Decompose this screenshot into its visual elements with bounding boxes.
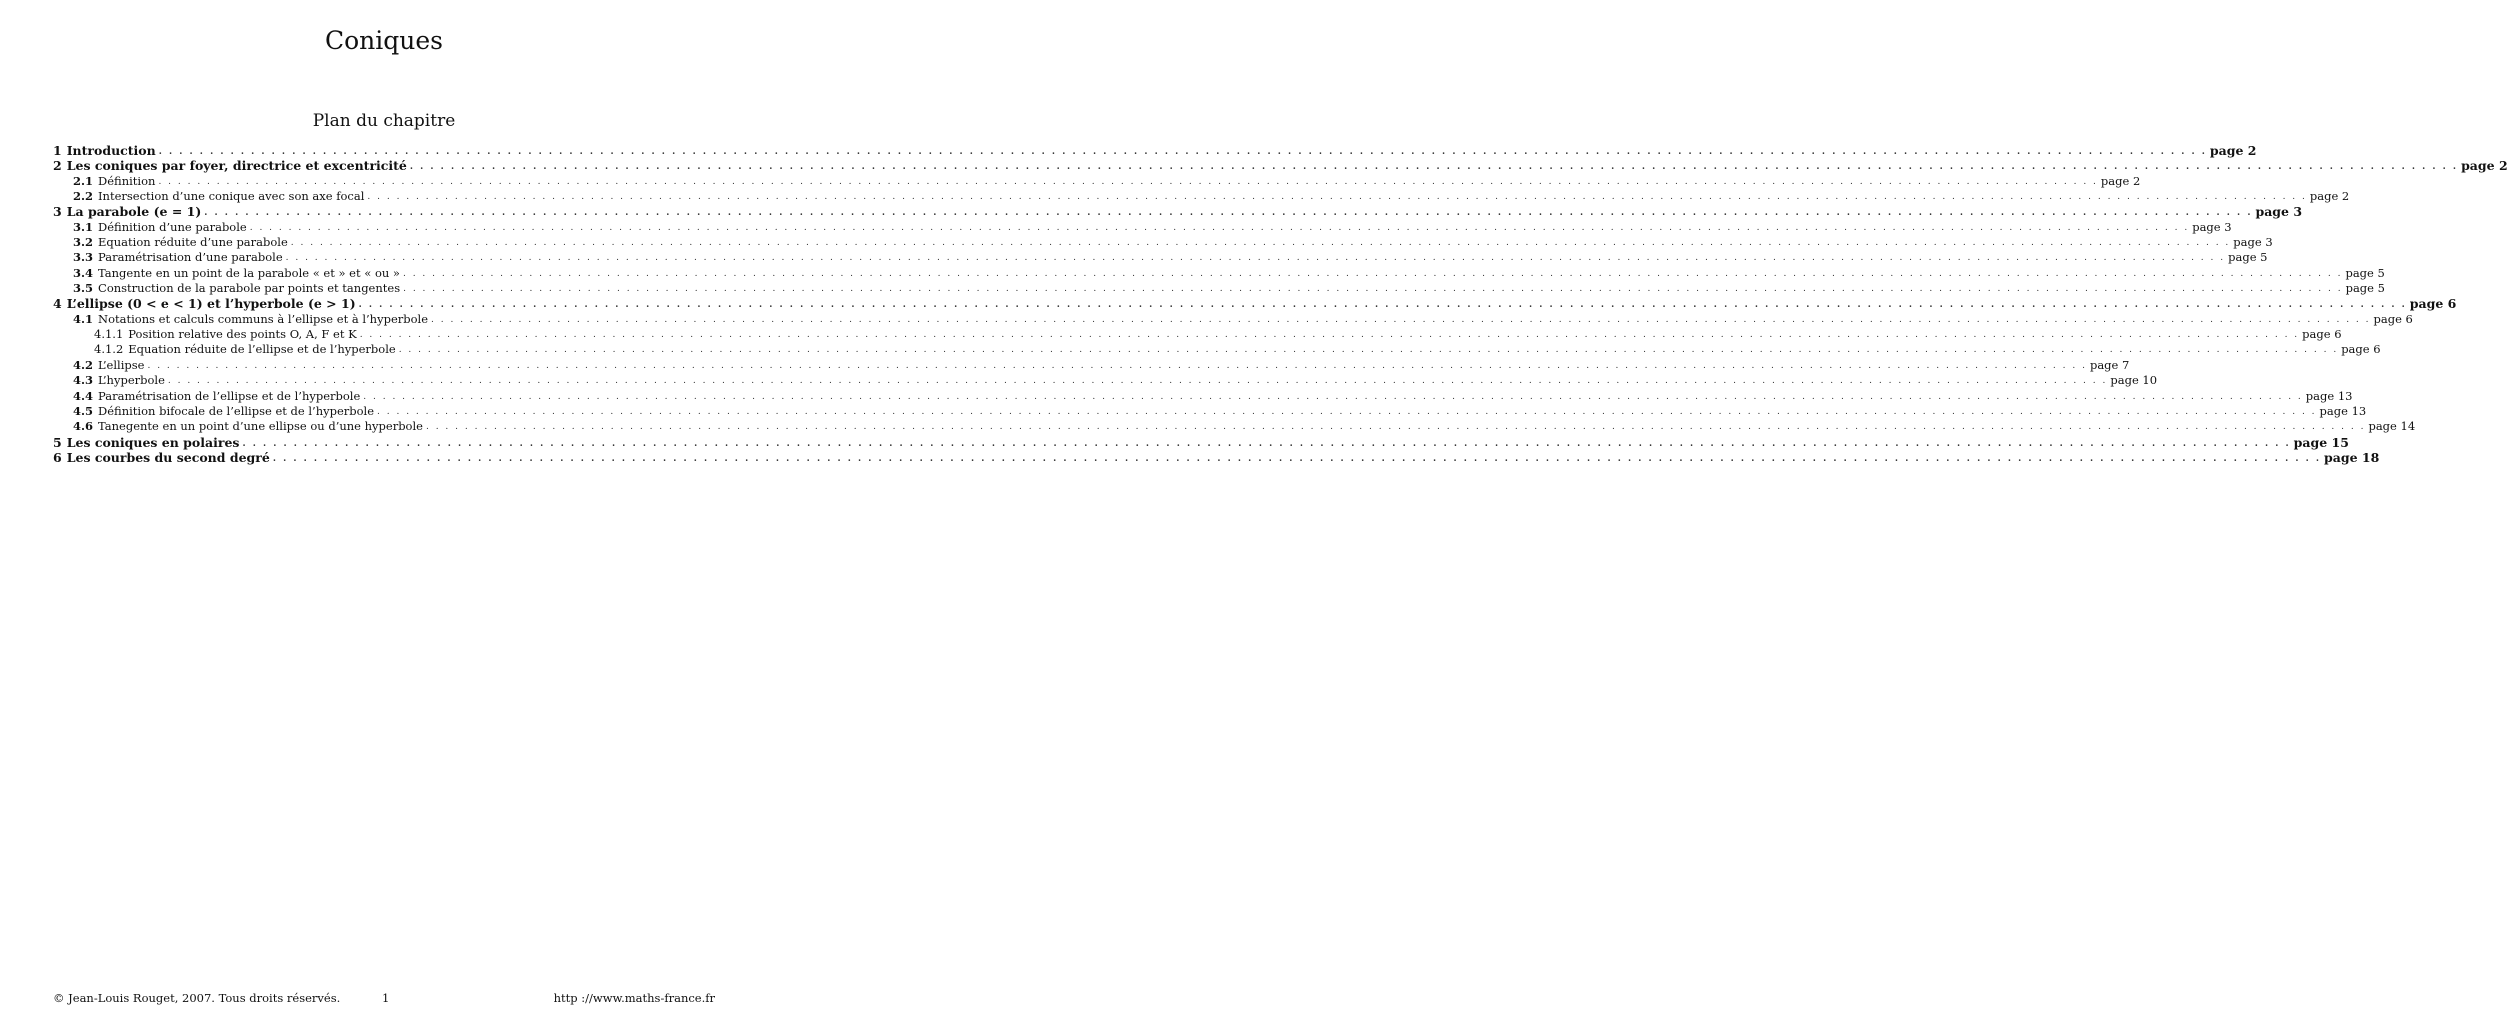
toc-entry-label: L’hyperbole [98,373,165,388]
toc-entry-number: 4.1.2 [94,342,124,357]
toc-dot-leader: . . . . . . . . . . . . . . . . . . . . . . . . . . . . . . . . . . . . . . . . . . . . . . . . . . . . . . . . . . . . . . . . . . . . . . . . . . . . . . . . . . . . . . . . . . . . . . . . . . . . . . . . . . . . . . . . . . . . . . . . . . . . . . . . . . . . . . . . . . . . . . . . . . . . . . . . . . . . . . . . . . . . . . . . . . . . . . . . . . . . . . . . . . . . . . . . . . . . . . . . [272,453,2321,464]
toc-entry-number: 4.4 [73,388,94,403]
document-title: Coniques [324,26,443,55]
toc-entry-number: 1 [53,143,62,158]
toc-entry[interactable] [53,281,2385,296]
toc-entry-page: page 5 [2228,250,2268,265]
toc-entry-number: 3.1 [73,219,94,234]
toc-entry-label: Construction de la parabole par points et tangentes [98,281,401,296]
toc-entry[interactable] [53,235,2273,250]
toc-dot-leader: . . . . . . . . . . . . . . . . . . . . . . . . . . . . . . . . . . . . . . . . . . . . . . . . . . . . . . . . . . . . . . . . . . . . . . . . . . . . . . . . . . . . . . . . . . . . . . . . . . . . . . . . . . . . . . . . . . . . . . . . . . . . . . . . . . . . . . . . . . . . . . . . . . . . . . . . . . . . . . . . . . . . . . . . . . . . . . . . . . . . . . . . . . . . . . . . . . . . . . . . [290,238,2231,249]
toc-entry-label: Définition bifocale de l’ellipse et de l’hyperbole [98,403,375,418]
toc-entry-number: 3.2 [73,235,94,250]
toc-entry-number: 6 [53,449,62,465]
toc-entry-number: 4.5 [73,403,94,418]
toc-entry-label: La parabole (e = 1) [66,204,202,220]
toc-dot-leader: . . . . . . . . . . . . . . . . . . . . . . . . . . . . . . . . . . . . . . . . . . . . . . . . . . . . . . . . . . . . . . . . . . . . . . . . . . . . . . . . . . . . . . . . . . . . . . . . . . . . . . . . . . . . . . . . . . . . . . . . . . . . . . . . . . . . . . . . . . . . . . . . . . . . . . . . . . . . . . . . . . . . . . . . . . . . . . . . . . . . . . . . . . . . . . . . . . . . . . . . [147,360,2087,371]
toc-entry-label: Définition [98,173,156,188]
toc-entry-page: page 6 [2409,296,2457,312]
toc-entry-number: 4 [53,296,62,312]
toc-entry-label: Paramétrisation de l’ellipse et de l’hyperbole [98,388,361,403]
toc-entry-page: page 5 [2345,281,2385,296]
toc-entry[interactable] [53,342,2381,357]
toc-entry-label: Equation réduite de l’ellipse et de l’hyperbole [128,342,396,357]
toc-entry-page: page 18 [2324,449,2380,465]
toc-entry-label: Tangente en un point de la parabole « et » et « ou » [98,265,400,280]
toc-entry-page: page 3 [2233,235,2273,250]
toc-entry[interactable] [53,311,2413,327]
toc-entry-label: Définition d’une parabole [98,219,247,234]
toc-entry[interactable] [53,419,2416,434]
toc-dot-leader: . . . . . . . . . . . . . . . . . . . . . . . . . . . . . . . . . . . . . . . . . . . . . . . . . . . . . . . . . . . . . . . . . . . . . . . . . . . . . . . . . . . . . . . . . . . . . . . . . . . . . . . . . . . . . . . . . . . . . . . . . . . . . . . . . . . . . . . . . . . . . . . . . . . . . . . . . . . . . . . . . . . . . . . . . . . . . . . . . . . . . . . . . . . . . . . . . . . . . . . . [242,438,2291,449]
toc-dot-leader: . . . . . . . . . . . . . . . . . . . . . . . . . . . . . . . . . . . . . . . . . . . . . . . . . . . . . . . . . . . . . . . . . . . . . . . . . . . . . . . . . . . . . . . . . . . . . . . . . . . . . . . . . . . . . . . . . . . . . . . . . . . . . . . . . . . . . . . . . . . . . . . . . . . . . . . . . . . . . . . . . . . . . . . . . . . . . . . . . . . . . . . . . . . . . . . . . . . . . . . . [431,314,2371,325]
footer-url-link[interactable]: http ://www.maths-france.fr [553,991,715,1005]
toc-entry-label: Les coniques par foyer, directrice et excentricité [66,158,407,174]
toc-entry-number: 3.3 [73,250,94,265]
toc-entry-page: page 14 [2368,419,2416,434]
toc-entry-label: Les courbes du second degré [66,449,270,465]
toc-dot-leader: . . . . . . . . . . . . . . . . . . . . . . . . . . . . . . . . . . . . . . . . . . . . . . . . . . . . . . . . . . . . . . . . . . . . . . . . . . . . . . . . . . . . . . . . . . . . . . . . . . . . . . . . . . . . . . . . . . . . . . . . . . . . . . . . . . . . . . . . . . . . . . . . . . . . . . . . . . . . . . . . . . . . . . . . . . . . . . . . . . . . . . . . . . . . . . . . . . . . . . . . [367,192,2307,203]
toc-entry-page: page 2 [2100,173,2141,188]
table-of-contents [53,143,2508,465]
toc-entry[interactable] [53,388,2353,404]
toc-entry[interactable] [53,173,2141,189]
toc-dot-leader: . . . . . . . . . . . . . . . . . . . . . . . . . . . . . . . . . . . . . . . . . . . . . . . . . . . . . . . . . . . . . . . . . . . . . . . . . . . . . . . . . . . . . . . . . . . . . . . . . . . . . . . . . . . . . . . . . . . . . . . . . . . . . . . . . . . . . . . . . . . . . . . . . . . . . . . . . . . . . . . . . . . . . . . . . . . . . . . . . . . . . . . . . . . . . . . . . . . . . . . . [409,162,2459,173]
toc-entry-number: 2.1 [73,173,94,188]
toc-dot-leader: . . . . . . . . . . . . . . . . . . . . . . . . . . . . . . . . . . . . . . . . . . . . . . . . . . . . . . . . . . . . . . . . . . . . . . . . . . . . . . . . . . . . . . . . . . . . . . . . . . . . . . . . . . . . . . . . . . . . . . . . . . . . . . . . . . . . . . . . . . . . . . . . . . . . . . . . . . . . . . . . . . . . . . . . . . . . . . . . . . . . . . . . . . . . . . . . . . . . . . . . [377,406,2317,417]
toc-dot-leader: . . . . . . . . . . . . . . . . . . . . . . . . . . . . . . . . . . . . . . . . . . . . . . . . . . . . . . . . . . . . . . . . . . . . . . . . . . . . . . . . . . . . . . . . . . . . . . . . . . . . . . . . . . . . . . . . . . . . . . . . . . . . . . . . . . . . . . . . . . . . . . . . . . . . . . . . . . . . . . . . . . . . . . . . . . . . . . . . . . . . . . . . . . . . . . . . . . . . . . . . [425,422,2366,433]
toc-entry-page: page 6 [2341,342,2381,357]
toc-entry-label: Position relative des points O, A, F et K [128,327,357,342]
toc-entry[interactable] [53,189,2350,204]
toc-entry[interactable] [53,449,2380,465]
toc-entry-page: page 6 [2373,311,2413,326]
toc-heading: Plan du chapitre [312,111,456,131]
toc-entry[interactable] [53,143,2257,158]
toc-entry-page: page 10 [2110,373,2158,388]
toc-dot-leader: . . . . . . . . . . . . . . . . . . . . . . . . . . . . . . . . . . . . . . . . . . . . . . . . . . . . . . . . . . . . . . . . . . . . . . . . . . . . . . . . . . . . . . . . . . . . . . . . . . . . . . . . . . . . . . . . . . . . . . . . . . . . . . . . . . . . . . . . . . . . . . . . . . . . . . . . . . . . . . . . . . . . . . . . . . . . . . . . . . . . . . . . . . . . . . . . . . . . . . . . [398,345,2339,356]
toc-entry-number: 2 [53,158,62,174]
toc-entry-label: L’ellipse (0 < e < 1) et l’hyperbole (e > 1) [66,296,356,312]
toc-entry-number: 4.1 [73,311,94,326]
toc-entry-label: Les coniques en polaires [66,434,240,450]
toc-entry-page: page 6 [2302,327,2342,342]
toc-entry-label: Paramétrisation d’une parabole [98,250,283,265]
toc-entry-label: Equation réduite d’une parabole [98,235,288,250]
toc-entry-label: Introduction [66,143,156,158]
toc-entry-number: 4.6 [73,419,94,434]
toc-entry-number: 4.3 [73,373,94,388]
toc-dot-leader: . . . . . . . . . . . . . . . . . . . . . . . . . . . . . . . . . . . . . . . . . . . . . . . . . . . . . . . . . . . . . . . . . . . . . . . . . . . . . . . . . . . . . . . . . . . . . . . . . . . . . . . . . . . . . . . . . . . . . . . . . . . . . . . . . . . . . . . . . . . . . . . . . . . . . . . . . . . . . . . . . . . . . . . . . . . . . . . . . . . . . . . . . . . . . . . . . . . . . . . . [167,376,2108,387]
toc-dot-leader: . . . . . . . . . . . . . . . . . . . . . . . . . . . . . . . . . . . . . . . . . . . . . . . . . . . . . . . . . . . . . . . . . . . . . . . . . . . . . . . . . . . . . . . . . . . . . . . . . . . . . . . . . . . . . . . . . . . . . . . . . . . . . . . . . . . . . . . . . . . . . . . . . . . . . . . . . . . . . . . . . . . . . . . . . . . . . . . . . . . . . . . . . . . . . . . . . . . . . . . . [249,222,2190,233]
toc-entry[interactable] [53,219,2232,235]
toc-entry-number: 4.2 [73,357,94,372]
toc-entry-number: 3.4 [73,265,94,280]
toc-entry[interactable] [53,296,2457,312]
toc-entry-page: page 13 [2319,403,2367,418]
toc-entry-page: page 3 [2192,219,2232,234]
toc-entry[interactable] [53,204,2303,220]
toc-entry-number: 3 [53,204,62,220]
toc-dot-leader: . . . . . . . . . . . . . . . . . . . . . . . . . . . . . . . . . . . . . . . . . . . . . . . . . . . . . . . . . . . . . . . . . . . . . . . . . . . . . . . . . . . . . . . . . . . . . . . . . . . . . . . . . . . . . . . . . . . . . . . . . . . . . . . . . . . . . . . . . . . . . . . . . . . . . . . . . . . . . . . . . . . . . . . . . . . . . . . . . . . . . . . . . . . . . . . . . . . . . . . . [402,268,2343,279]
toc-entry-label: Intersection d’une conique avec son axe focal [98,189,365,204]
page-footer [53,991,715,1007]
toc-entry[interactable] [53,265,2385,281]
toc-entry-number: 2.2 [73,189,94,204]
toc-dot-leader: . . . . . . . . . . . . . . . . . . . . . . . . . . . . . . . . . . . . . . . . . . . . . . . . . . . . . . . . . . . . . . . . . . . . . . . . . . . . . . . . . . . . . . . . . . . . . . . . . . . . . . . . . . . . . . . . . . . . . . . . . . . . . . . . . . . . . . . . . . . . . . . . . . . . . . . . . . . . . . . . . . . . . . . . . . . . . . . . . . . . . . . . . . . . . . . . . . . . . . . . [358,300,2407,311]
toc-entry-page: page 13 [2305,388,2353,403]
toc-entry-page: page 2 [2209,143,2257,158]
footer-page-number: 1 [382,991,390,1005]
toc-entry-number: 3.5 [73,281,94,296]
toc-entry-number: 5 [53,434,62,450]
toc-entry-label: Notations et calculs communs à l’ellipse et à l’hyperbole [98,311,429,326]
toc-dot-leader: . . . . . . . . . . . . . . . . . . . . . . . . . . . . . . . . . . . . . . . . . . . . . . . . . . . . . . . . . . . . . . . . . . . . . . . . . . . . . . . . . . . . . . . . . . . . . . . . . . . . . . . . . . . . . . . . . . . . . . . . . . . . . . . . . . . . . . . . . . . . . . . . . . . . . . . . . . . . . . . . . . . . . . . . . . . . . . . . . . . . . . . . . . . . . . . . . . . . . . . . [403,284,2343,295]
toc-entry-label: L’ellipse [98,357,145,372]
toc-entry-page: page 5 [2345,265,2385,280]
toc-entry-number: 4.1.1 [94,327,124,342]
toc-dot-leader: . . . . . . . . . . . . . . . . . . . . . . . . . . . . . . . . . . . . . . . . . . . . . . . . . . . . . . . . . . . . . . . . . . . . . . . . . . . . . . . . . . . . . . . . . . . . . . . . . . . . . . . . . . . . . . . . . . . . . . . . . . . . . . . . . . . . . . . . . . . . . . . . . . . . . . . . . . . . . . . . . . . . . . . . . . . . . . . . . . . . . . . . . . . . . . . . . . . . . . . . [158,176,2098,187]
toc-entry-page: page 15 [2293,434,2349,450]
toc-dot-leader: . . . . . . . . . . . . . . . . . . . . . . . . . . . . . . . . . . . . . . . . . . . . . . . . . . . . . . . . . . . . . . . . . . . . . . . . . . . . . . . . . . . . . . . . . . . . . . . . . . . . . . . . . . . . . . . . . . . . . . . . . . . . . . . . . . . . . . . . . . . . . . . . . . . . . . . . . . . . . . . . . . . . . . . . . . . . . . . . . . . . . . . . . . . . . . . . . . . . . . . . [158,147,2207,157]
toc-entry[interactable] [53,327,2342,342]
toc-entry-page: page 2 [2461,158,2508,174]
toc-entry[interactable] [53,158,2508,174]
toc-entry[interactable] [53,373,2158,388]
toc-dot-leader: . . . . . . . . . . . . . . . . . . . . . . . . . . . . . . . . . . . . . . . . . . . . . . . . . . . . . . . . . . . . . . . . . . . . . . . . . . . . . . . . . . . . . . . . . . . . . . . . . . . . . . . . . . . . . . . . . . . . . . . . . . . . . . . . . . . . . . . . . . . . . . . . . . . . . . . . . . . . . . . . . . . . . . . . . . . . . . . . . . . . . . . . . . . . . . . . . . . . . . . . [285,253,2226,264]
toc-entry[interactable] [53,403,2367,419]
footer-copyright: © Jean-Louis Rouget, 2007. Tous droits réservés. [53,991,341,1005]
toc-dot-leader: . . . . . . . . . . . . . . . . . . . . . . . . . . . . . . . . . . . . . . . . . . . . . . . . . . . . . . . . . . . . . . . . . . . . . . . . . . . . . . . . . . . . . . . . . . . . . . . . . . . . . . . . . . . . . . . . . . . . . . . . . . . . . . . . . . . . . . . . . . . . . . . . . . . . . . . . . . . . . . . . . . . . . . . . . . . . . . . . . . . . . . . . . . . . . . . . . . . . . . . . [359,330,2300,341]
toc-entry-page: page 3 [2255,204,2303,220]
toc-entry-page: page 7 [2089,357,2130,372]
toc-entry[interactable] [53,357,2130,373]
toc-entry[interactable] [53,434,2349,450]
toc-dot-leader: . . . . . . . . . . . . . . . . . . . . . . . . . . . . . . . . . . . . . . . . . . . . . . . . . . . . . . . . . . . . . . . . . . . . . . . . . . . . . . . . . . . . . . . . . . . . . . . . . . . . . . . . . . . . . . . . . . . . . . . . . . . . . . . . . . . . . . . . . . . . . . . . . . . . . . . . . . . . . . . . . . . . . . . . . . . . . . . . . . . . . . . . . . . . . . . . . . . . . . . . [204,208,2253,219]
toc-entry[interactable] [53,250,2268,265]
toc-dot-leader: . . . . . . . . . . . . . . . . . . . . . . . . . . . . . . . . . . . . . . . . . . . . . . . . . . . . . . . . . . . . . . . . . . . . . . . . . . . . . . . . . . . . . . . . . . . . . . . . . . . . . . . . . . . . . . . . . . . . . . . . . . . . . . . . . . . . . . . . . . . . . . . . . . . . . . . . . . . . . . . . . . . . . . . . . . . . . . . . . . . . . . . . . . . . . . . . . . . . . . . . [363,391,2303,402]
toc-entry-label: Tanegente en un point d’une ellipse ou d’une hyperbole [98,419,423,434]
toc-entry-page: page 2 [2309,189,2350,204]
